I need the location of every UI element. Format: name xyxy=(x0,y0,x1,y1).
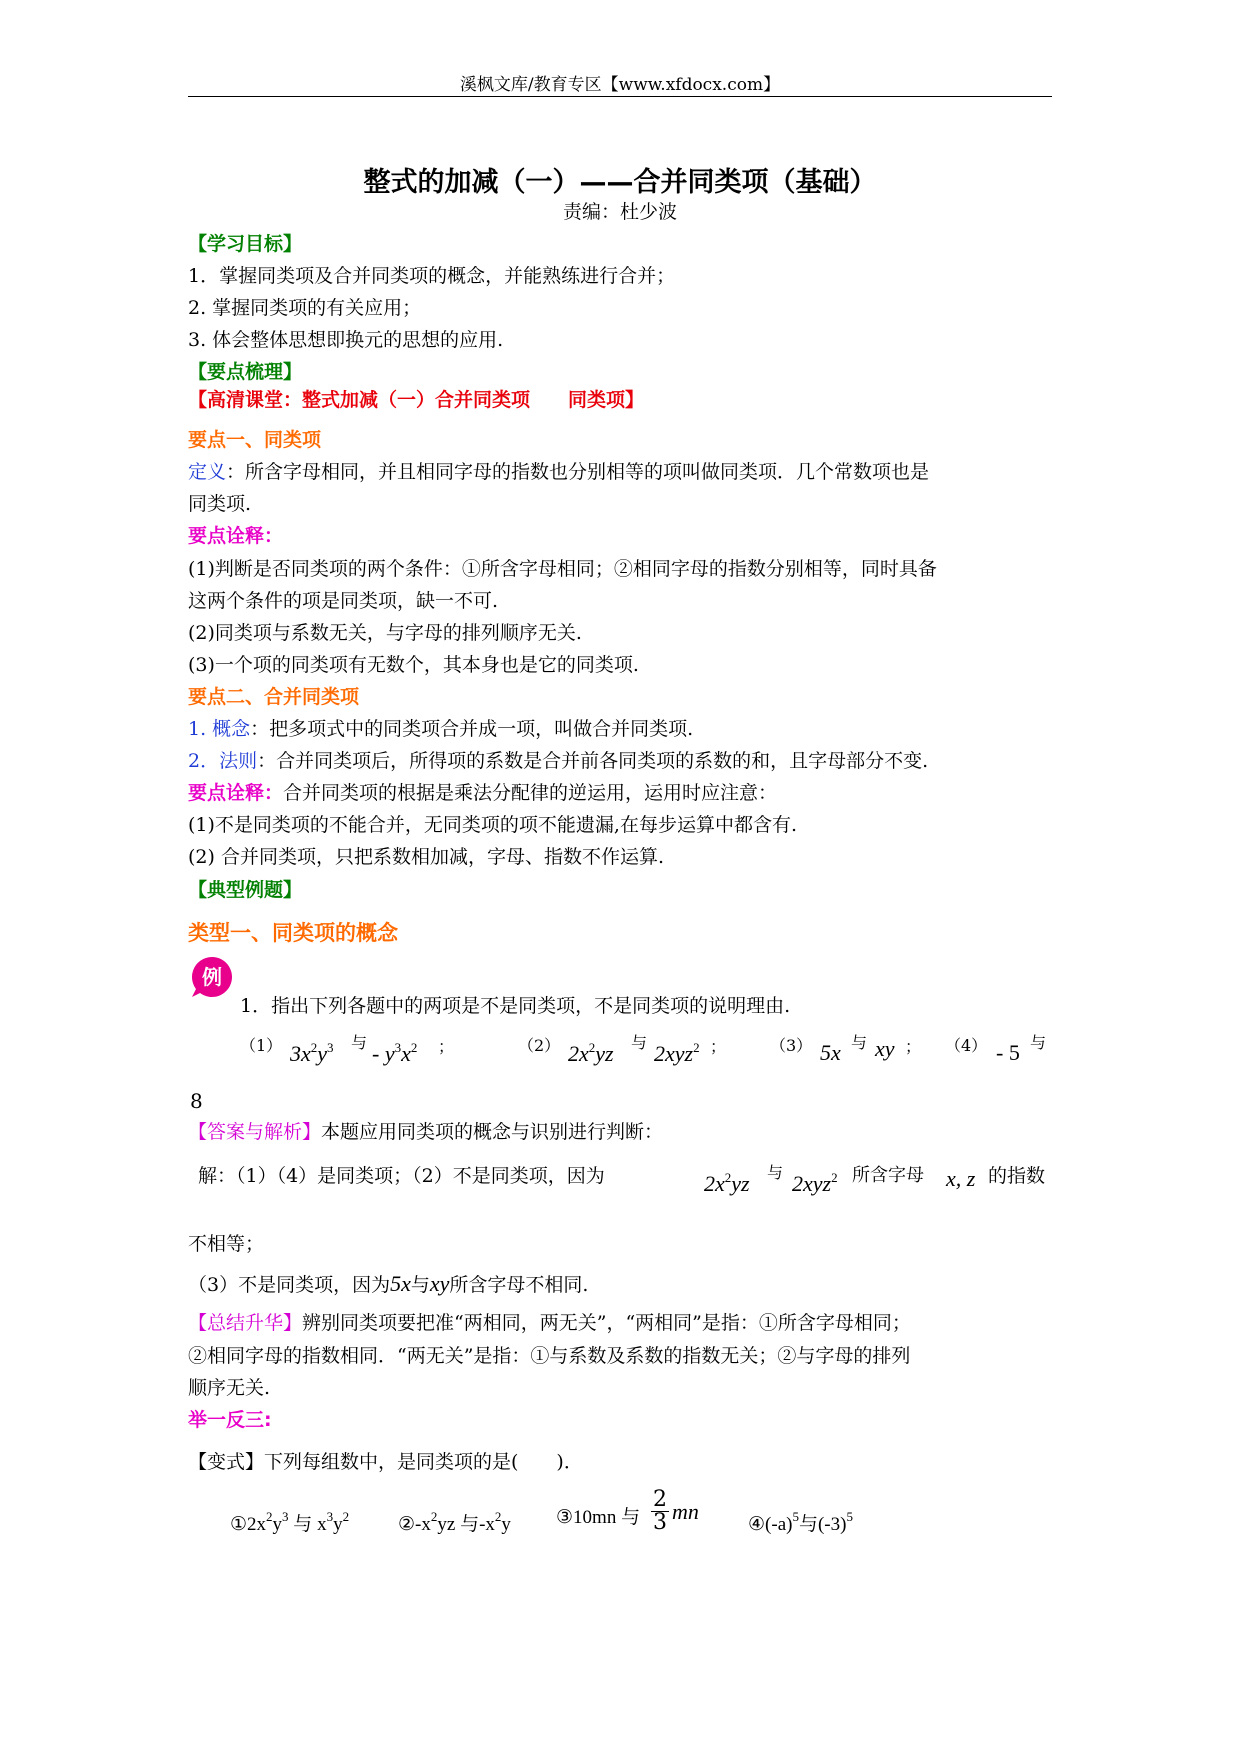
answer-yu: 与 xyxy=(767,1163,784,1182)
option-4-yu: 与 xyxy=(798,1513,818,1535)
point1-definition-cont: 同类项. xyxy=(188,493,252,515)
option-4: $④(-a)^5$与$(-3)^5$ xyxy=(748,1509,853,1535)
summary-text: 辨别同类项要把准“两相同，两无关”，“两相同”是指：①所含字母相同； xyxy=(302,1312,911,1334)
type1-heading: 类型一、同类项的概念 xyxy=(188,921,398,945)
point2-rule xyxy=(188,745,928,777)
document-title: 整式的加减（一）——合并同类项（基础） xyxy=(363,167,877,198)
q1-part3-yu: 与 xyxy=(851,1033,868,1052)
q1-part3-semi: ； xyxy=(905,1037,922,1056)
q1-part2-yu: 与 xyxy=(631,1033,648,1052)
q1-part1-semi: ； xyxy=(438,1037,455,1056)
definition-label: 定义 xyxy=(188,461,227,483)
answer-solution-3b: 所含字母不相同. xyxy=(449,1274,589,1296)
point1-note: (2)同类项与系数无关，与字母的排列顺序无关. xyxy=(188,622,582,644)
variant-text: 下列每组数中，是同类项的是( )． xyxy=(264,1451,583,1473)
answer-line xyxy=(188,1116,663,1148)
q1-part2-expr-b: 2xyz$^2$ xyxy=(654,1040,700,1066)
q1-part3-label: （3） xyxy=(770,1036,813,1055)
q1-part4-label: （4） xyxy=(945,1036,988,1055)
option-3-label: ③ xyxy=(556,1506,574,1528)
q1-part1-expr-a: $3x^2y^3$ xyxy=(290,1040,334,1066)
example-badge-icon xyxy=(190,955,234,999)
goal-item: 1．掌握同类项及合并同类项的概念，并能熟练进行合并； xyxy=(188,265,676,287)
variant-line xyxy=(188,1446,583,1478)
point2-concept xyxy=(188,713,693,745)
point2-heading: 要点二、合并同类项 xyxy=(188,686,360,708)
rule-text: ：合并同类项后，所得项的系数是合并前各同类项的系数的和，且字母部分不变. xyxy=(257,750,929,772)
answer-solution-1b: 所含字母 xyxy=(852,1165,924,1186)
option-3-fraction: $\frac{2}{3}$ mn xyxy=(653,1487,699,1535)
concept-label: 1. 概念 xyxy=(188,718,251,740)
q1-part2-semi: ； xyxy=(710,1037,727,1056)
answer-label: 【答案与解析】 xyxy=(188,1121,322,1143)
answer-solution-3a: （3）不是同类项，因为 xyxy=(188,1274,391,1296)
point1-note-heading: 要点诠释： xyxy=(188,525,284,547)
answer-expr-a: $2x^2yz$ xyxy=(704,1170,750,1196)
option-3: ③10mn 与 xyxy=(556,1506,641,1528)
answer-solution-1c: 的指数 xyxy=(988,1165,1046,1187)
variant-label: 【变式】 xyxy=(188,1451,265,1473)
goal-item: 3. 体会整体思想即换元的思想的应用. xyxy=(188,329,504,351)
option-1-label: ① xyxy=(230,1513,248,1535)
goal-item: 2. 掌握同类项的有关应用； xyxy=(188,297,422,319)
answer-solution-3-expr: 5x xyxy=(390,1271,411,1296)
option-2-yu: 与 xyxy=(460,1513,480,1535)
point2-note-item: (1)不是同类项的不能合并，无同类项的项不能遗漏,在每步运算中都含有. xyxy=(188,814,797,836)
point1-heading: 要点一、同类项 xyxy=(188,429,322,451)
q1-part2-expr-a: $2x^2yz$ xyxy=(568,1040,614,1066)
fraction: $\frac{2}{3}$ xyxy=(653,1487,667,1535)
definition-text: ：所含字母相同，并且相同字母的指数也分别相等的项叫做同类项．几个常数项也是 xyxy=(226,461,930,483)
class-link[interactable]: 【高清课堂：整式加减（一）合并同类项 同类项】 xyxy=(188,389,645,411)
badge-text: 例 xyxy=(202,965,222,989)
option-1: $①2x^2y^3$ 与 $x^3y^2$ xyxy=(230,1509,350,1535)
point2-note-label: 要点诠释： xyxy=(188,782,284,804)
q1-part1-expr-b: - $y^3x^2$ xyxy=(372,1040,418,1066)
editor-credit: 责编：杜少波 xyxy=(562,201,677,223)
q1-part4-expr-b: 8 xyxy=(190,1089,203,1113)
answer-solution-3 xyxy=(188,1268,588,1301)
goals-heading: 【学习目标】 xyxy=(188,233,303,255)
answer-solution-3-yu: 与 xyxy=(410,1274,430,1296)
answer-expr-b: 2xyz$^2$ xyxy=(792,1170,838,1196)
points-heading: 【要点梳理】 xyxy=(188,361,303,383)
summary-line xyxy=(188,1307,911,1339)
point1-note: 这两个条件的项是同类项，缺一不可. xyxy=(188,590,499,612)
point2-note xyxy=(188,777,777,809)
answer-vars: x, z xyxy=(946,1166,976,1191)
point2-note-text: 合并同类项的根据是乘法分配律的逆运用，运用时应注意： xyxy=(283,782,778,804)
summary-label: 【总结升华】 xyxy=(188,1312,303,1334)
option-2-label: ② xyxy=(398,1513,416,1535)
concept-text: ：把多项式中的同类项合并成一项，叫做合并同类项. xyxy=(250,718,694,740)
q1-part1-yu: 与 xyxy=(351,1033,368,1052)
q1-part3-expr-b: xy xyxy=(875,1036,895,1061)
question1-text: 1．指出下列各题中的两项是不是同类项，不是同类项的说明理由. xyxy=(240,995,791,1017)
summary-text: ②相同字母的指数相同．“两无关”是指：①与系数及系数的指数无关；②与字母的排列 xyxy=(188,1345,911,1367)
option-4-label: ④ xyxy=(748,1513,766,1535)
option-3-yu: 与 xyxy=(621,1506,641,1528)
point1-note: (1)判断是否同类项的两个条件：①所含字母相同；②相同字母的指数分别相等，同时具备 xyxy=(188,558,937,580)
answer-solution-2: 不相等； xyxy=(188,1233,265,1255)
summary-text: 顺序无关. xyxy=(188,1377,271,1399)
q1-part1-label: （1） xyxy=(240,1036,283,1055)
examples-heading: 【典型例题】 xyxy=(188,879,303,901)
q1-part3-expr-a: 5x xyxy=(820,1040,841,1065)
option-2: $②-x^2yz$ 与$-x^2y$ xyxy=(398,1509,511,1535)
answer-solution-3-expr2: xy xyxy=(429,1271,450,1296)
practice-heading: 举一反三: xyxy=(188,1409,272,1431)
point1-note: (3)一个项的同类项有无数个，其本身也是它的同类项. xyxy=(188,654,639,676)
rule-label: 2．法则 xyxy=(188,750,258,772)
answer-solution-1: 解：（1）（4）是同类项；（2）不是同类项，因为 xyxy=(198,1165,605,1187)
point1-definition xyxy=(188,456,929,488)
q1-part4-expr-a: - 5 xyxy=(996,1040,1020,1065)
point2-note-item: (2) 合并同类项，只把系数相加减，字母、指数不作运算. xyxy=(188,846,664,868)
q1-part2-label: （2） xyxy=(518,1036,561,1055)
page-header: 溪枫文库/教育专区【www.xfdocx.com】 xyxy=(188,70,1052,97)
option-1-yu: 与 xyxy=(293,1513,313,1535)
answer-text: 本题应用同类项的概念与识别进行判断： xyxy=(321,1121,664,1143)
q1-part4-yu: 与 xyxy=(1030,1033,1047,1052)
